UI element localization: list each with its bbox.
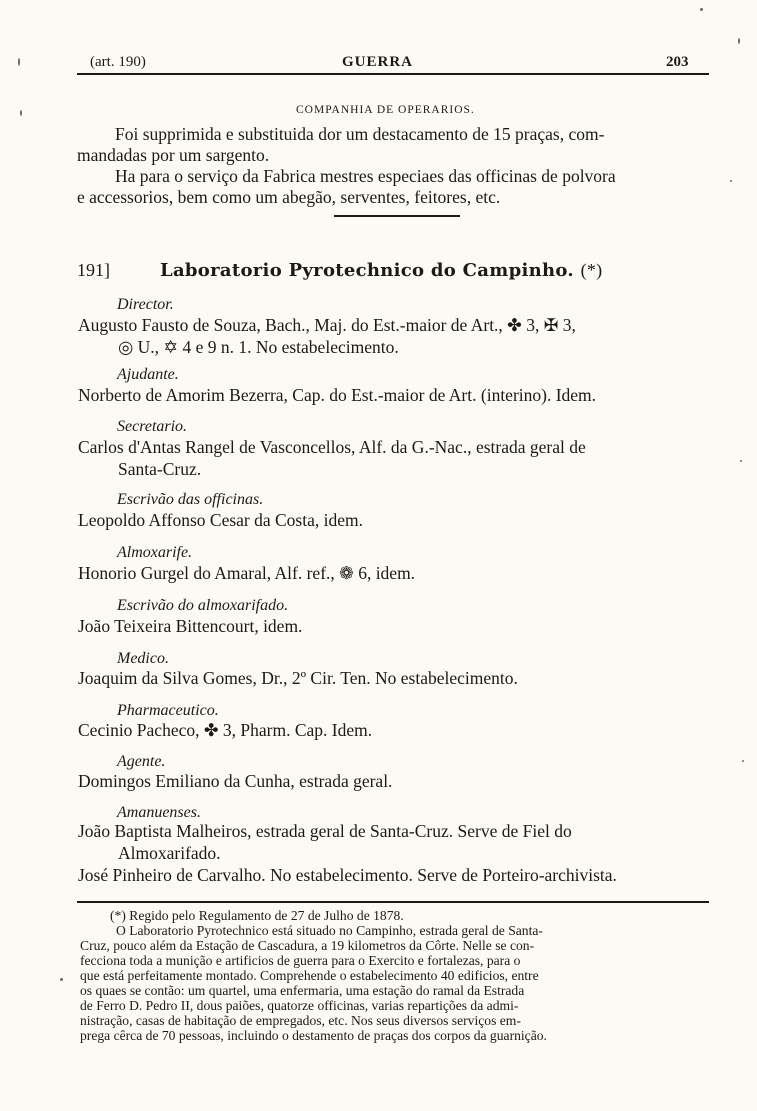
staff-entry [78,615,710,637]
text-line: Almoxarifado. [118,843,221,863]
staff-entry [78,436,710,480]
text-line: ◎ U., ✡ 4 e 9 n. 1. No estabelecimento. [118,337,399,357]
scan-speck [740,460,742,462]
footnote-line: O Laboratorio Pyrotechnico está situado no Campinho, estrada geral de Santa- [116,923,543,938]
page-number: 203 [666,54,689,70]
running-head-article: (art. 190) [90,54,146,70]
scan-speck [18,58,20,66]
staff-entry [78,820,710,886]
role-label: Escrivão das officinas. [117,491,264,508]
scan-speck [730,180,732,182]
footnote-line: (*) Regido pelo Regulamento de 27 de Julho de 1878. [110,908,404,923]
text-line: e accessorios, bem como um abegão, serventes, feitores, etc. [77,187,501,207]
role-label: Secretario. [117,418,188,435]
section-title-text: Laboratorio Pyrotechnico do Campinho. [160,260,574,281]
staff-entry [78,719,710,741]
text-line: João Teixeira Bittencourt, idem. [78,616,303,636]
text-line: João Baptista Malheiros, estrada geral de Santa-Cruz. Serve de Fiel do [78,821,572,841]
text-line: Cecinio Pacheco, ✤ 3, Pharm. Cap. Idem. [78,720,373,740]
footnote-line: de Ferro D. Pedro II, dous paiões, quatorze officinas, varias repartições da admi- [80,998,519,1013]
role-label: Ajudante. [117,366,179,383]
staff-entry [78,509,710,531]
footnote-line: os quaes se contão: um quartel, uma enfermaria, uma estação do ramal da Estrada [80,983,525,998]
staff-entry [78,562,710,584]
role-label: Escrivão do almoxarifado. [117,597,289,614]
scan-speck [738,38,740,44]
scan-speck [700,8,703,11]
company-heading: COMPANHIA DE OPERARIOS. [296,104,475,116]
running-head-title: GUERRA [342,54,414,70]
footnote-line: que está perfeitamente montado. Comprehende o estabelecimento 40 edificios, entre [80,968,539,983]
text-line: Ha para o serviço da Fabrica mestres especiaes das officinas de polvora [115,166,616,186]
staff-entry [78,314,710,358]
section-title [160,260,602,281]
text-line: Foi supprimida e substituida dor um destacamento de 15 praças, com- [115,124,605,144]
footnote-line: nistração, casas de habitação de empregados, etc. Nos seus diversos serviços em- [80,1013,521,1028]
role-label: Director. [117,296,174,313]
footnote-line: prega cêrca de 70 pessoas, incluindo o destamento de praças dos corpos da guarnição. [80,1028,547,1043]
company-paragraph-2 [77,166,709,208]
role-label: Medico. [117,650,169,667]
header-rule [77,73,709,75]
scan-speck [60,978,63,981]
text-line: José Pinheiro de Carvalho. No estabelecimento. Serve de Porteiro-archivista. [78,865,617,885]
text-line: Carlos d'Antas Rangel de Vasconcellos, Alf. da G.-Nac., estrada geral de [78,437,586,457]
company-paragraph-1 [77,124,709,166]
footnote-reference: (*) [580,260,603,280]
footnote-line: fecciona toda a munição e artificios de guerra para o Exercito e fortalezas, para o [80,953,521,968]
text-line: Norberto de Amorim Bezerra, Cap. do Est.-maior de Art. (interino). Idem. [78,385,597,405]
scan-speck [20,110,22,116]
text-line: Honorio Gurgel do Amaral, Alf. ref., ❁ 6, idem. [78,563,416,583]
role-label: Pharmaceutico. [117,702,219,719]
text-line: Santa-Cruz. [118,459,202,479]
scan-speck [742,760,744,762]
footnote-line: Cruz, pouco além da Estação de Cascadura, a 19 kilometros da Côrte. Nelle se con- [80,938,535,953]
footnote-rule [77,901,709,903]
staff-entry [78,384,710,406]
text-line: mandadas por um sargento. [77,145,270,165]
footnote [80,908,709,1043]
staff-entry [78,770,710,792]
role-label: Agente. [117,753,166,770]
section-number: 191] [77,260,110,280]
section-divider [334,215,460,217]
text-line: Augusto Fausto de Souza, Bach., Maj. do Est.-maior de Art., ✤ 3, ✠ 3, [78,315,576,335]
staff-entry [78,667,710,689]
text-line: Joaquim da Silva Gomes, Dr., 2º Cir. Ten. No estabelecimento. [78,668,518,688]
text-line: Leopoldo Affonso Cesar da Costa, idem. [78,510,363,530]
text-line: Domingos Emiliano da Cunha, estrada geral. [78,771,393,791]
role-label: Amanuenses. [117,804,201,821]
role-label: Almoxarife. [117,544,193,561]
